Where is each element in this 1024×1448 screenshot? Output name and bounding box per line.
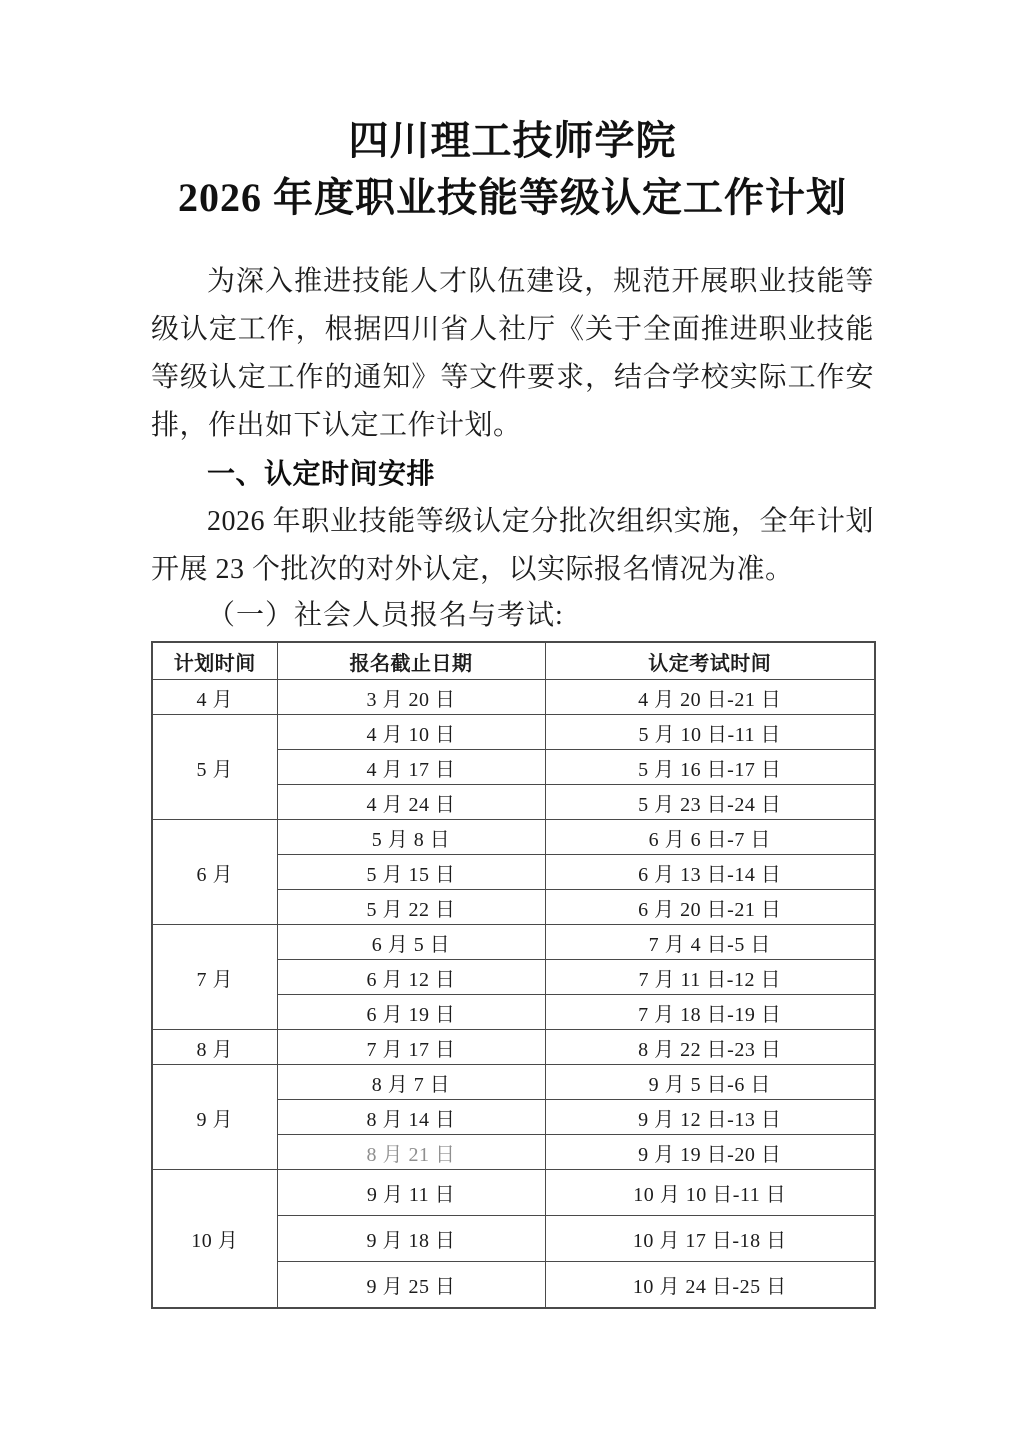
deadline-cell: 8 月 14 日 — [277, 1100, 545, 1135]
deadline-cell: 8 月 7 日 — [277, 1065, 545, 1100]
exam-cell: 6 月 13 日-14 日 — [545, 855, 875, 890]
table-header-row — [152, 642, 875, 680]
table-row — [152, 1065, 875, 1100]
intro-paragraph: 为深入推进技能人才队伍建设，规范开展职业技能等级认定工作，根据四川省人社厅《关于全面推进职业技能等级认定工作的通知》等文件要求，结合学校实际工作安排，作出如下认定工作计划。 — [151, 266, 874, 441]
month-cell: 7 月 — [152, 925, 277, 1030]
deadline-cell: 4 月 10 日 — [277, 715, 545, 750]
exam-cell: 8 月 22 日-23 日 — [545, 1030, 875, 1065]
deadline-cell: 3 月 20 日 — [277, 680, 545, 715]
exam-cell: 6 月 6 日-7 日 — [545, 820, 875, 855]
schedule-paragraph: 2026 年职业技能等级认定分批次组织实施，全年计划开展 23 个批次的对外认定，以实际报名情况为准。 — [151, 506, 874, 585]
deadline-cell: 8 月 21 日 — [277, 1135, 545, 1170]
month-cell: 5 月 — [152, 715, 277, 820]
exam-cell: 10 月 17 日-18 日 — [545, 1216, 875, 1262]
exam-cell: 9 月 12 日-13 日 — [545, 1100, 875, 1135]
deadline-cell: 9 月 18 日 — [277, 1216, 545, 1262]
deadline-cell: 4 月 17 日 — [277, 750, 545, 785]
deadline-cell: 5 月 15 日 — [277, 855, 545, 890]
exam-cell: 7 月 18 日-19 日 — [545, 995, 875, 1030]
section-heading-time-arrangement: 一、认定时间安排 — [207, 458, 436, 489]
table-row — [152, 680, 875, 715]
month-cell: 9 月 — [152, 1065, 277, 1170]
table-row — [152, 1030, 875, 1065]
deadline-cell: 6 月 5 日 — [277, 925, 545, 960]
exam-cell: 4 月 20 日-21 日 — [545, 680, 875, 715]
exam-cell: 5 月 16 日-17 日 — [545, 750, 875, 785]
exam-cell: 6 月 20 日-21 日 — [545, 890, 875, 925]
deadline-cell: 5 月 22 日 — [277, 890, 545, 925]
header-planned-time: 计划时间 — [152, 642, 277, 680]
document-content — [151, 112, 874, 1309]
deadline-cell: 5 月 8 日 — [277, 820, 545, 855]
table-row — [152, 1170, 875, 1216]
month-cell: 8 月 — [152, 1030, 277, 1065]
deadline-cell: 9 月 25 日 — [277, 1262, 545, 1309]
deadline-cell: 9 月 11 日 — [277, 1170, 545, 1216]
month-cell: 4 月 — [152, 680, 277, 715]
exam-cell: 7 月 4 日-5 日 — [545, 925, 875, 960]
header-exam-time: 认定考试时间 — [545, 642, 875, 680]
schedule-table — [151, 641, 876, 1309]
document-title-line1: 四川理工技师学院 — [348, 118, 677, 163]
exam-cell: 9 月 5 日-6 日 — [545, 1065, 875, 1100]
table-row — [152, 715, 875, 750]
deadline-cell: 7 月 17 日 — [277, 1030, 545, 1065]
deadline-cell: 6 月 12 日 — [277, 960, 545, 995]
exam-cell: 5 月 23 日-24 日 — [545, 785, 875, 820]
exam-cell: 9 月 19 日-20 日 — [545, 1135, 875, 1170]
document-title — [151, 112, 874, 226]
exam-cell: 7 月 11 日-12 日 — [545, 960, 875, 995]
table-row — [152, 925, 875, 960]
exam-cell: 10 月 10 日-11 日 — [545, 1170, 875, 1216]
deadline-cell: 6 月 19 日 — [277, 995, 545, 1030]
sub-heading-social-registration: （一）社会人员报名与考试: — [207, 600, 564, 631]
exam-cell: 5 月 10 日-11 日 — [545, 715, 875, 750]
deadline-cell: 4 月 24 日 — [277, 785, 545, 820]
document-title-line2: 2026 年度职业技能等级认定工作计划 — [178, 175, 847, 220]
month-cell: 10 月 — [152, 1170, 277, 1309]
exam-cell: 10 月 24 日-25 日 — [545, 1262, 875, 1309]
table-row — [152, 820, 875, 855]
header-registration-deadline: 报名截止日期 — [277, 642, 545, 680]
month-cell: 6 月 — [152, 820, 277, 925]
